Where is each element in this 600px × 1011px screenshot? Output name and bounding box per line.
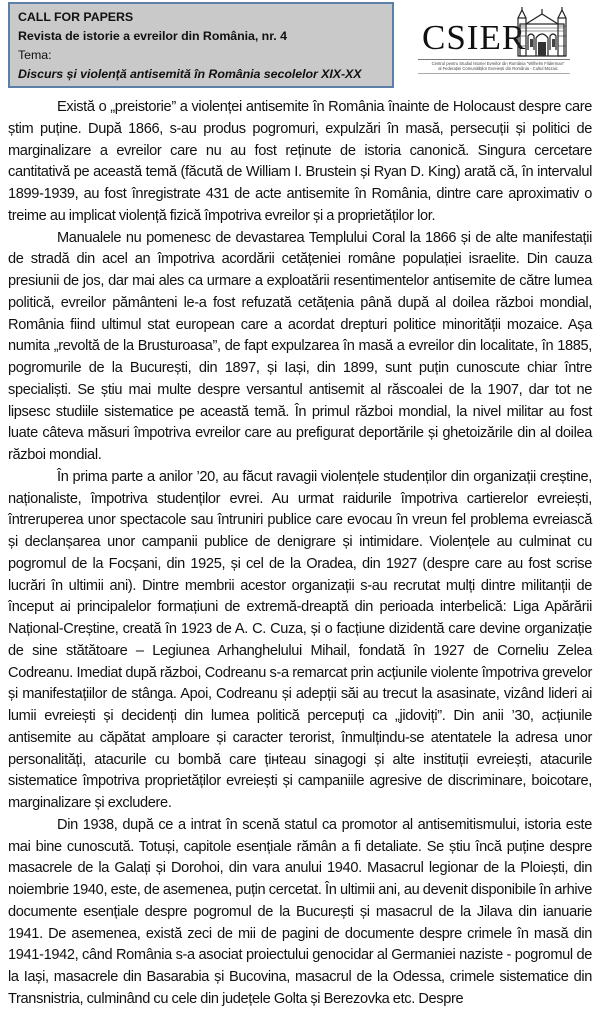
paragraph: În prima parte a anilor ’20, au făcut ravagii violențele studenților din organizații creștine, naționaliste, împotriva studenților evrei. Au urmat raidurile împotriva cartierelor evreiești, întreruperea unor spectacole sau întruniri publice care evocau în vreun fel problema evreiască și declanșarea unor campanii publice de denigrare și intimidare. Violențele au culminat cu pogromul de la Focșani, din 1925, și cel de la Oradea, din 1927 (despre care au fost scrise lucrări în ultimii ani). Dintre membrii acestor organizații s-au recrutat mulți dintre militanții de început ai principalelor formațiuni de extremă-dreaptă din perioada interbelică: Liga Apărării Național-Creștine, creată în 1923 de A. C. Cuza, și o facțiune dizidentă care devine organizație de sine stătătoare – Legiunea Arhanghelului Mihail, fondată în 1927 de Corneliu Zelea Codreanu. Imediat după război, Codreanu s-a remarcat prin acțiunile violente împotriva grevelor și manifestațiilor de stânga. Apoi, Codreanu și adepții săi au trecut la asasinate, vizând lideri ai lumii evreiești și decidenți din lumea politică percepuți ca „jidoviți”. Din anii ’30, acțiunile antisemite au căpătat amploare și caracter terorist, înmulțindu-se atentatele la adresa unor personalități, atacurile cu bombă care țінteau sinagogi și alte instituții evreiești, atacurile sistematice împotriva proprietăților evreiești și campaniile agresive de discriminare, boicotare, marginalizare și excludere. — [8, 468, 592, 811]
logo-divider-bottom — [418, 73, 570, 74]
theme-title: Discurs și violență antisemită în România secolelor XIX-XX — [18, 67, 362, 81]
call-for-papers-header — [8, 2, 394, 88]
paragraph: Există o „preistorie” a violenței antisemite în România înainte de Holocaust despre care știm puține. După 1866, s-au produs pogromuri, expulzări în masă, persecuții și politici de marginalizare a evreilor care nu au fost reținute de istoria canonică. Singura cercetare cantitativă pe această temă (făcută de William I. Brustein și Ryan D. King) arată că, în intervalul 1899-1939, au fost înregistrate 431 de acte antisemite în România, dintre care aproximativ o treime au implicat violență fizică împotriva evreilor și a proprietăților lor. — [8, 99, 592, 224]
logo-caption-line-2: al Federației Comunităților Evreiești din România - Cultul Mozaic — [438, 66, 558, 72]
logo-acronym: CSIER — [422, 18, 527, 57]
paragraph: Manualele nu pomenesc de devastarea Templului Coral la 1866 și de alte manifestații de stradă din acel an împotriva acordării cetățeniei române populației israelite. Din cauza presiunii de jos, dar mai ales ca urmare a exploatării resentimentelor antisemite de către lumea politică, evreilor pământeni le-a fost refuzată cetățenia până după al doilea război mondial, România fiind ultimul stat european care a acordat drepturi politice minorității mozaice. Așa numita „revoltă de la Brusturoasa”, de fapt expulzarea în masă a evreilor din localitate, în 1885, pogromurile de la București, din 1897, și Iași, din 1899, sunt puțin cunoscute chiar între specialiști. Se știu mai multe despre versantul antisemit al răscoalei de la 1907, dar tot ne lipsesc studiile sistematice pe această temă. În primul război mondial, la nivel militar au fost luate câteva măsuri împotriva evreilor care au prefigurat deportările și ghetoizările din al doilea război mondial. — [8, 229, 592, 463]
synagogue-building-icon — [510, 6, 574, 58]
paragraph: Din 1938, după ce a intrat în scenă statul ca promotor al antisemitismului, istoria este mai bine cunoscută. Totuși, capitole esențiale rămân a fi detaliate. Se știu încă puține despre masacrele de la Galați și Dorohoi, din vara anului 1940. Masacrul legionar de la Ploiești, din noiembrie 1940, este, de asemenea, puțin cercetat. În ultimii ani, au devenit disponibile în arhive documente esențiale despre pogromul de la București și masacrul de la Jilava din ianuarie 1941. De asemenea, există zeci de mii de pagini de documente despre crimele în masă din 1941-1942, când România s-a asociat proiectului genocidar al Germaniei naziste - pogromul de la Iași, masacrele din Basarabia și Bucovina, masacrul de la Odessa, crimele sistematice din Transnistria, culminând cu cele din județele Golta și Berezovka etc. Despre — [8, 816, 592, 1007]
journal-title: Revista de istorie a evreilor din România, nr. 4 — [18, 29, 287, 43]
call-description — [8, 97, 592, 1011]
theme-label: Tema: — [18, 48, 52, 62]
logo-divider — [418, 59, 570, 60]
call-for-papers-label: CALL FOR PAPERS — [18, 10, 134, 24]
logo-caption-line-1: Centrul pentru Studiul Istoriei Evreilor din România "Wilhelm Filderman" — [431, 61, 565, 66]
csier-logo — [418, 4, 596, 82]
logo-caption — [418, 61, 578, 72]
